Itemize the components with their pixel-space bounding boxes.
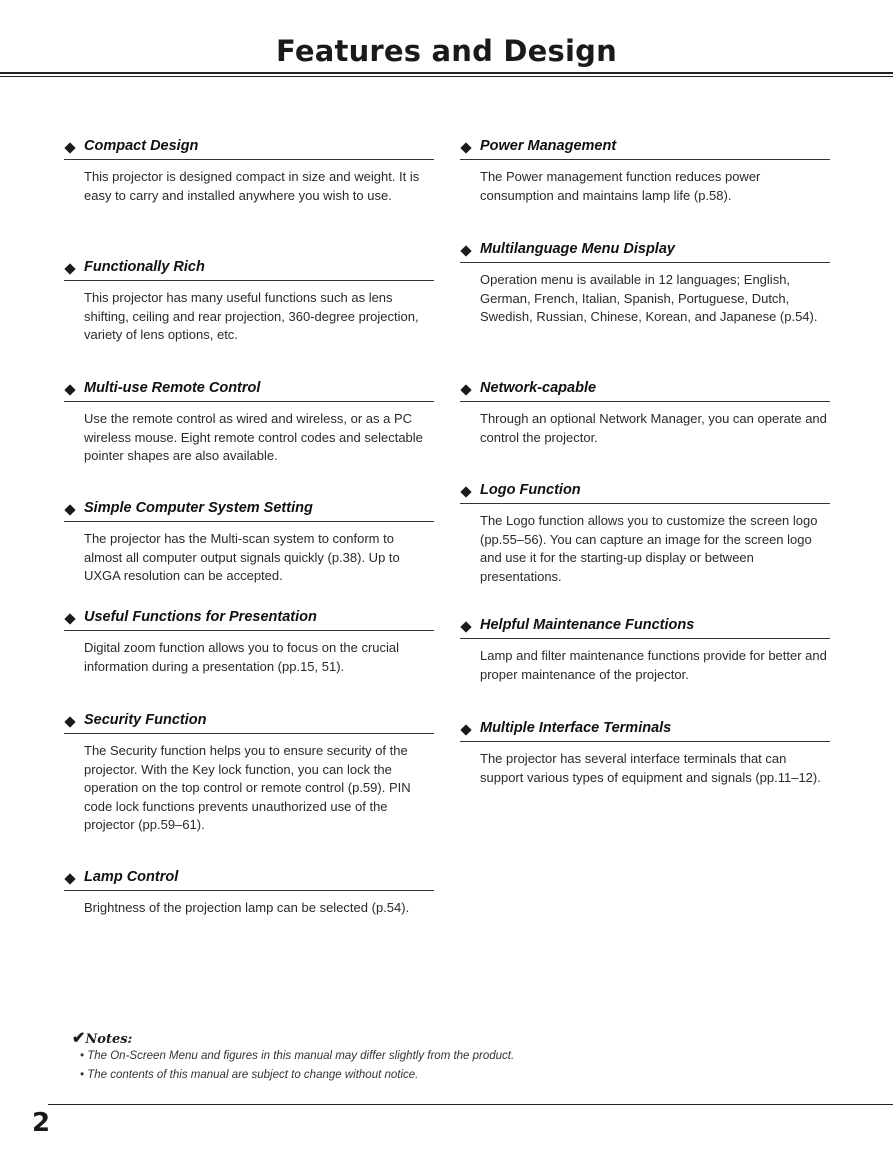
feature-description: Lamp and filter maintenance functions provide for better and proper maintenance of the projector. — [480, 648, 827, 682]
feature-title: Multiple Interface Terminals — [480, 720, 672, 736]
feature-title: Network-capable — [480, 380, 597, 396]
diamond-bullet-icon — [64, 263, 75, 274]
notes-heading-label: Notes: — [85, 1032, 133, 1047]
feature-description: The Logo function allows you to customize the screen logo (pp.55–56). You can capture an image for the screen logo and use it for the starting-up display or between presentations. — [480, 513, 818, 584]
feature-functionally-rich — [64, 259, 434, 345]
feature-heading — [64, 609, 434, 631]
feature-heading — [64, 259, 434, 281]
diamond-bullet-icon — [64, 716, 75, 727]
footer-rule — [48, 1104, 893, 1105]
feature-multi-use-remote — [64, 380, 434, 466]
notes-section — [72, 1028, 792, 1085]
feature-heading — [460, 241, 830, 263]
page-title: Features and Design — [276, 34, 617, 68]
feature-title: Lamp Control — [84, 869, 179, 885]
feature-description: Use the remote control as wired and wireless, or as a PC wireless mouse. Eight remote control codes and selectable pointer shapes are also available. — [84, 411, 423, 463]
feature-useful-functions — [64, 609, 434, 676]
feature-logo-function — [460, 482, 830, 586]
feature-simple-computer-setting — [64, 500, 434, 586]
feature-heading — [64, 380, 434, 402]
feature-title: Functionally Rich — [84, 259, 205, 275]
note-item: • The contents of this manual are subject to change without notice. — [80, 1069, 419, 1081]
feature-multilanguage-menu — [460, 241, 830, 327]
feature-title: Compact Design — [84, 138, 199, 154]
checkmark-icon: ✔ — [72, 1028, 86, 1047]
feature-description: Operation menu is available in 12 languages; English, German, French, Italian, Spanish, Portuguese, Dutch, Swedish, Russian, Chinese, Korean, and Japanese (p.54). — [480, 272, 818, 324]
feature-description: The Power management function reduces power consumption and maintains lamp life (p.58). — [480, 169, 761, 203]
feature-description: The projector has several interface terminals that can support various types of equipment and signals (pp.11–12). — [480, 751, 821, 785]
feature-security-function — [64, 712, 434, 835]
feature-title: Security Function — [84, 712, 207, 728]
diamond-bullet-icon — [460, 621, 471, 632]
feature-title: Helpful Maintenance Functions — [480, 617, 695, 633]
feature-description: Digital zoom function allows you to focus on the crucial information during a presentation (pp.15, 51). — [84, 640, 400, 674]
feature-heading — [460, 482, 830, 504]
feature-heading — [64, 500, 434, 522]
feature-description: This projector is designed compact in size and weight. It is easy to carry and installed anywhere you wish to use. — [84, 169, 420, 203]
feature-description: This projector has many useful functions such as lens shifting, ceiling and rear projection, 360-degree projection, variety of lens options, etc. — [84, 290, 419, 342]
feature-title: Multilanguage Menu Display — [480, 241, 675, 257]
feature-description: The Security function helps you to ensure security of the projector. With the Key lock function, you can lock the operation on the top control or remote control (p.59). PIN code lock functions prevents unauthorized use of the projector (pp.59–61). — [84, 743, 411, 832]
title-rule-thin — [0, 76, 893, 77]
feature-network-capable — [460, 380, 830, 447]
feature-multiple-interface — [460, 720, 830, 787]
diamond-bullet-icon — [460, 384, 471, 395]
feature-lamp-control — [64, 869, 434, 918]
feature-description: Through an optional Network Manager, you can operate and control the projector. — [480, 411, 827, 445]
feature-heading — [64, 869, 434, 891]
feature-description: Brightness of the projection lamp can be selected (p.54). — [84, 900, 410, 915]
diamond-bullet-icon — [64, 504, 75, 515]
page-number: 2 — [32, 1108, 51, 1138]
diamond-bullet-icon — [64, 873, 75, 884]
title-rule — [0, 72, 893, 74]
note-item: • The On-Screen Menu and figures in this manual may differ slightly from the product. — [80, 1050, 515, 1062]
feature-description: The projector has the Multi-scan system to conform to almost all computer output signals quickly (p.38). Up to UXGA resolution can be accepted. — [84, 531, 400, 583]
feature-title: Useful Functions for Presentation — [84, 609, 317, 625]
feature-heading — [460, 617, 830, 639]
diamond-bullet-icon — [460, 142, 471, 153]
feature-title: Multi-use Remote Control — [84, 380, 261, 396]
feature-helpful-maintenance — [460, 617, 830, 684]
feature-heading — [64, 138, 434, 160]
diamond-bullet-icon — [460, 486, 471, 497]
feature-compact-design — [64, 138, 434, 205]
diamond-bullet-icon — [64, 384, 75, 395]
feature-heading — [460, 380, 830, 402]
feature-title: Simple Computer System Setting — [84, 500, 313, 516]
diamond-bullet-icon — [460, 245, 471, 256]
feature-title: Logo Function — [480, 482, 581, 498]
feature-power-management — [460, 138, 830, 205]
diamond-bullet-icon — [460, 724, 471, 735]
feature-heading — [460, 720, 830, 742]
diamond-bullet-icon — [64, 613, 75, 624]
notes-heading — [72, 1028, 792, 1047]
feature-heading — [64, 712, 434, 734]
diamond-bullet-icon — [64, 142, 75, 153]
feature-heading — [460, 138, 830, 160]
feature-title: Power Management — [480, 138, 617, 154]
